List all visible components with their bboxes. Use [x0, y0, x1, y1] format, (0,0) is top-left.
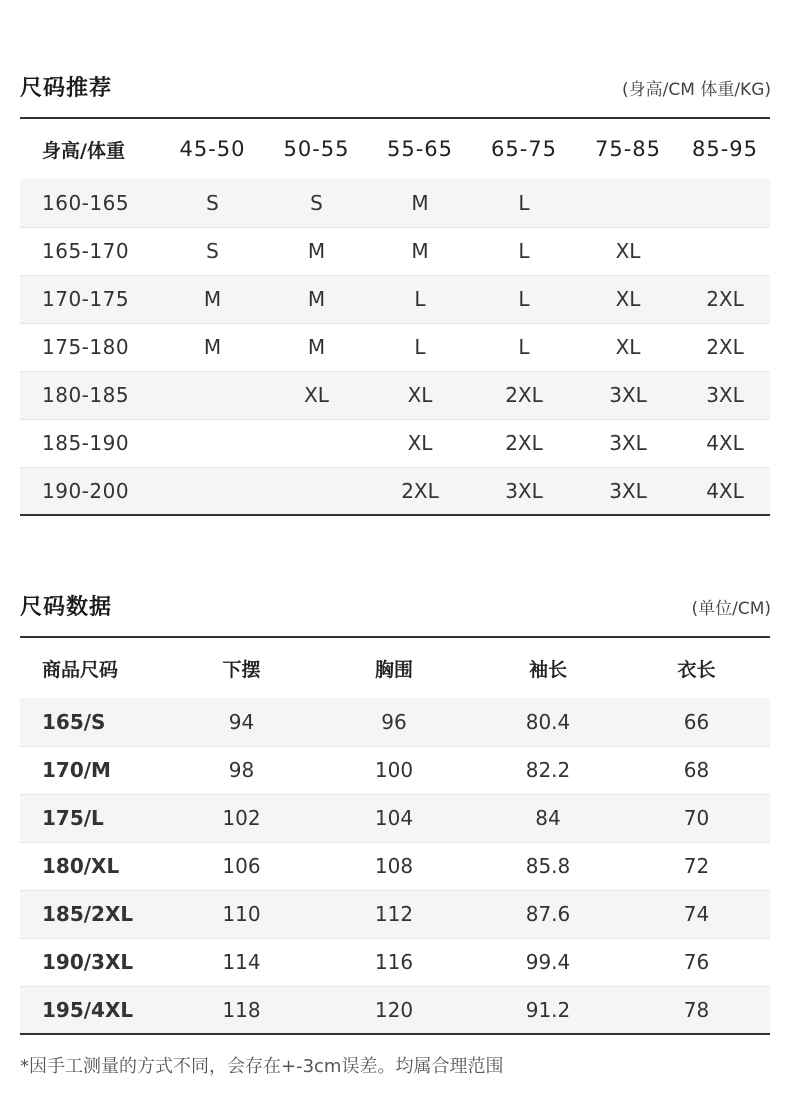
measurement-cell: 87.6 [473, 890, 623, 938]
size-cell: L [368, 275, 472, 323]
size-cell: M [160, 275, 265, 323]
measurement-cell: 114 [168, 938, 315, 986]
table-row [20, 986, 770, 1034]
size-cell: S [160, 179, 265, 227]
measurement-cell: 108 [315, 842, 473, 890]
measurement-cell: 78 [623, 986, 770, 1034]
measurement-cell: 72 [623, 842, 770, 890]
column-header: 袖长 [528, 658, 567, 681]
product-size-cell: 170/M [20, 746, 168, 794]
column-header: 45-50 [179, 137, 246, 161]
size-cell [160, 467, 265, 515]
column-header: 衣长 [677, 658, 716, 681]
section-header [20, 66, 770, 102]
measurement-cell: 70 [623, 794, 770, 842]
height-range-cell: 185-190 [20, 419, 160, 467]
table-row [20, 746, 770, 794]
measurement-cell: 94 [168, 698, 315, 746]
table-row [20, 938, 770, 986]
size-cell: 2XL [680, 323, 770, 371]
column-header: 50-55 [283, 137, 350, 161]
size-cell [160, 419, 265, 467]
column-header: 55-65 [386, 137, 454, 161]
measurement-cell: 106 [168, 842, 315, 890]
size-cell: 3XL [576, 419, 680, 467]
size-recommendation-section [20, 66, 770, 516]
size-cell: XL [576, 275, 680, 323]
size-recommendation-table [20, 117, 770, 516]
measurement-cell: 112 [315, 890, 473, 938]
size-cell: M [160, 323, 265, 371]
measurement-cell: 91.2 [473, 986, 623, 1034]
measurement-cell: 104 [315, 794, 473, 842]
size-cell: XL [265, 371, 368, 419]
table-row [20, 371, 770, 419]
size-cell: XL [368, 419, 472, 467]
product-size-cell: 180/XL [20, 842, 168, 890]
column-header: 胸围 [374, 658, 413, 681]
size-cell: L [472, 323, 576, 371]
size-data-table [20, 636, 770, 1035]
size-cell [265, 467, 368, 515]
measurement-cell: 118 [168, 986, 315, 1034]
height-range-cell: 175-180 [20, 323, 160, 371]
size-cell: XL [576, 227, 680, 275]
height-range-cell: 165-170 [20, 227, 160, 275]
section-header [20, 585, 770, 621]
column-header: 下摆 [222, 658, 261, 681]
size-cell: M [265, 275, 368, 323]
table-row [20, 227, 770, 275]
measurement-cell: 99.4 [473, 938, 623, 986]
size-cell [576, 179, 680, 227]
measurement-cell: 116 [315, 938, 473, 986]
measurement-note: *因手工测量的方式不同，会存在+-3cm误差。均属合理范围 [20, 1056, 504, 1077]
column-header: 商品尺码 [42, 658, 119, 681]
measurement-cell: 84 [473, 794, 623, 842]
size-cell: 3XL [472, 467, 576, 515]
size-data-section [20, 585, 770, 1035]
height-range-cell: 160-165 [20, 179, 160, 227]
table-header-row [20, 118, 770, 179]
column-header: 65-75 [490, 137, 558, 161]
product-size-cell: 185/2XL [20, 890, 168, 938]
section-unit: (身高/CM 体重/KG) [622, 80, 771, 100]
size-cell: 2XL [680, 275, 770, 323]
size-cell: M [265, 323, 368, 371]
section-title: 尺码推荐 [20, 76, 113, 101]
measurement-cell: 74 [623, 890, 770, 938]
table-row [20, 794, 770, 842]
table-header-row [20, 637, 770, 698]
measurement-cell: 96 [315, 698, 473, 746]
measurement-cell: 80.4 [473, 698, 623, 746]
measurement-cell: 85.8 [473, 842, 623, 890]
size-cell: 2XL [472, 419, 576, 467]
measurement-cell: 76 [623, 938, 770, 986]
size-cell: 4XL [680, 467, 770, 515]
column-header: 85-95 [691, 137, 759, 161]
size-cell: 2XL [368, 467, 472, 515]
size-cell: M [368, 227, 472, 275]
height-range-cell: 180-185 [20, 371, 160, 419]
measurement-cell: 68 [623, 746, 770, 794]
size-cell: M [265, 227, 368, 275]
size-cell: S [160, 227, 265, 275]
measurement-cell: 102 [168, 794, 315, 842]
size-cell: 3XL [680, 371, 770, 419]
table-row [20, 275, 770, 323]
product-size-cell: 175/L [20, 794, 168, 842]
section-title: 尺码数据 [20, 595, 113, 620]
size-cell: L [472, 275, 576, 323]
measurement-cell: 98 [168, 746, 315, 794]
size-cell: 4XL [680, 419, 770, 467]
height-range-cell: 170-175 [20, 275, 160, 323]
size-cell: XL [368, 371, 472, 419]
size-cell: L [472, 227, 576, 275]
size-cell: XL [576, 323, 680, 371]
column-header: 身高/体重 [42, 139, 125, 162]
product-size-cell: 165/S [20, 698, 168, 746]
measurement-cell: 66 [623, 698, 770, 746]
size-cell: L [472, 179, 576, 227]
size-cell: L [368, 323, 472, 371]
size-cell [265, 419, 368, 467]
size-cell [160, 371, 265, 419]
height-range-cell: 190-200 [20, 467, 160, 515]
size-cell: 2XL [472, 371, 576, 419]
size-cell: M [368, 179, 472, 227]
table-row [20, 323, 770, 371]
table-row [20, 842, 770, 890]
measurement-cell: 110 [168, 890, 315, 938]
column-header: 75-85 [594, 137, 662, 161]
measurement-cell: 120 [315, 986, 473, 1034]
table-row [20, 179, 770, 227]
size-cell [680, 227, 770, 275]
table-row [20, 698, 770, 746]
table-row [20, 890, 770, 938]
table-row [20, 419, 770, 467]
product-size-cell: 195/4XL [20, 986, 168, 1034]
size-cell [680, 179, 770, 227]
measurement-cell: 100 [315, 746, 473, 794]
size-cell: 3XL [576, 371, 680, 419]
measurement-cell: 82.2 [473, 746, 623, 794]
product-size-cell: 190/3XL [20, 938, 168, 986]
section-unit: (单位/CM) [691, 599, 771, 619]
size-cell: 3XL [576, 467, 680, 515]
size-cell: S [265, 179, 368, 227]
table-row [20, 467, 770, 515]
